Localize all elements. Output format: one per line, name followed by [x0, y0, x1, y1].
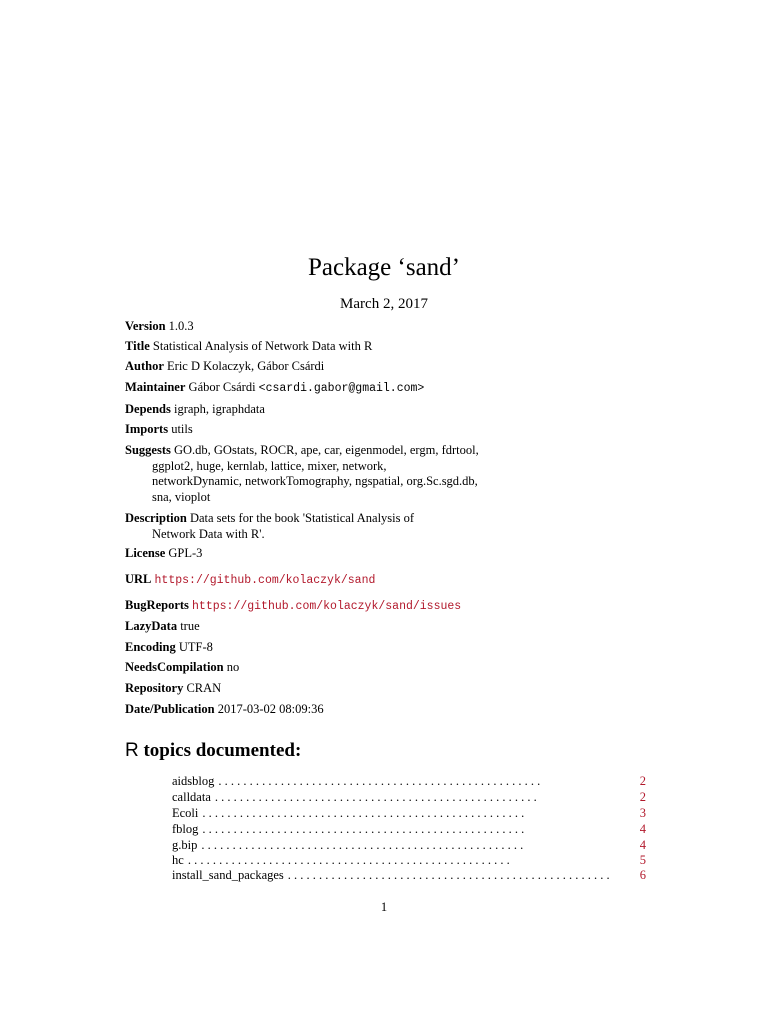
- field-bugreports: [125, 598, 645, 615]
- toc-entry[interactable]: [172, 806, 646, 821]
- toc-entry-name[interactable]: Ecoli: [172, 806, 199, 820]
- description-line-1: Data sets for the book 'Statistical Analysis of: [189, 511, 415, 525]
- toc-entry-page[interactable]: 4: [639, 822, 646, 836]
- field-needscompilation: [125, 660, 645, 676]
- field-value: Eric D Kolaczyk, Gábor Csárdi: [167, 359, 325, 373]
- suggests-line-1: GO.db, GOstats, ROCR, ape, car, eigenmodel, ergm, fdrtool,: [173, 443, 479, 457]
- field-value: utils: [171, 422, 193, 436]
- field-label: Date/Publication: [125, 702, 215, 716]
- field-imports: [125, 422, 645, 438]
- toc-leader: . . . . . . . . . . . . . . . . . . . . . . . . . . . . . . . . . . . . . . . . . . . . . . . . . . . .: [187, 853, 510, 867]
- maintainer-name: Gábor Csárdi: [188, 380, 256, 394]
- toc-leader: . . . . . . . . . . . . . . . . . . . . . . . . . . . . . . . . . . . . . . . . . . . . . . . . . . . .: [218, 774, 541, 788]
- toc-entry[interactable]: [172, 853, 646, 868]
- field-label: LazyData: [125, 619, 178, 633]
- field-lazydata: [125, 619, 645, 635]
- maintainer-email: <csardi.gabor@gmail.com>: [258, 382, 425, 395]
- toc-entry-name[interactable]: calldata: [172, 790, 211, 804]
- suggests-line-2: ggplot2, huge, kernlab, lattice, mixer, network,: [152, 458, 387, 473]
- field-label: Description: [125, 511, 187, 525]
- topics-heading: [125, 739, 301, 763]
- field-description: [125, 511, 645, 542]
- topics-heading-text: topics documented:: [143, 740, 302, 761]
- toc-entry-page[interactable]: 4: [639, 838, 646, 852]
- field-label: Maintainer: [125, 380, 186, 394]
- toc-leader: . . . . . . . . . . . . . . . . . . . . . . . . . . . . . . . . . . . . . . . . . . . . . . . . . . . .: [201, 838, 524, 852]
- toc-entry-name[interactable]: fblog: [172, 822, 199, 836]
- field-label: Imports: [125, 422, 169, 436]
- field-label: Title: [125, 339, 150, 353]
- toc-entry-page[interactable]: 2: [639, 790, 646, 804]
- toc-entry[interactable]: [172, 774, 646, 789]
- field-value: 1.0.3: [168, 319, 194, 333]
- field-label: URL: [125, 572, 152, 586]
- toc-entry-page[interactable]: 3: [639, 806, 646, 820]
- toc-entry[interactable]: [172, 868, 646, 883]
- field-value: CRAN: [186, 681, 222, 695]
- suggests-line-3: networkDynamic, networkTomography, ngspatial, org.Sc.sgd.db,: [152, 474, 478, 488]
- toc-entry[interactable]: [172, 822, 646, 837]
- toc-entry-name[interactable]: hc: [172, 853, 184, 867]
- field-publication: [125, 702, 645, 718]
- field-value: true: [180, 619, 200, 633]
- toc-leader: . . . . . . . . . . . . . . . . . . . . . . . . . . . . . . . . . . . . . . . . . . . . . . . . . . . .: [287, 868, 610, 882]
- toc-entry[interactable]: [172, 838, 646, 853]
- field-value: 2017-03-02 08:09:36: [217, 702, 324, 716]
- field-label: Encoding: [125, 640, 176, 654]
- field-value: UTF-8: [178, 640, 213, 654]
- field-label: Suggests: [125, 443, 171, 457]
- page-number: 1: [380, 900, 388, 914]
- bugreports-link[interactable]: https://github.com/kolaczyk/sand/issues: [192, 600, 462, 613]
- field-title: [125, 339, 645, 355]
- field-license: [125, 546, 645, 562]
- field-label: Version: [125, 319, 166, 333]
- package-date: March 2, 2017: [340, 296, 428, 312]
- field-author: [125, 359, 645, 375]
- field-repository: [125, 681, 645, 697]
- field-label: BugReports: [125, 598, 189, 612]
- suggests-line-4: sna, vioplot: [152, 489, 211, 504]
- field-value: Statistical Analysis of Network Data with R: [152, 339, 373, 353]
- field-depends: [125, 402, 645, 418]
- package-title: Package ‘sand’: [307, 254, 460, 281]
- toc-entry-page[interactable]: 2: [639, 774, 646, 788]
- toc-entry-name[interactable]: g.bip: [172, 838, 198, 852]
- toc-leader: . . . . . . . . . . . . . . . . . . . . . . . . . . . . . . . . . . . . . . . . . . . . . . . . . . . .: [214, 790, 537, 804]
- description-line-2: Network Data with R'.: [152, 526, 265, 541]
- field-encoding: [125, 640, 645, 656]
- toc-leader: . . . . . . . . . . . . . . . . . . . . . . . . . . . . . . . . . . . . . . . . . . . . . . . . . . . .: [202, 806, 525, 820]
- field-label: Author: [125, 359, 164, 373]
- field-suggests: [125, 443, 645, 505]
- field-value: igraph, igraphdata: [173, 402, 265, 416]
- field-maintainer: [125, 380, 645, 397]
- toc-leader: . . . . . . . . . . . . . . . . . . . . . . . . . . . . . . . . . . . . . . . . . . . . . . . . . . . .: [202, 822, 525, 836]
- url-link[interactable]: https://github.com/kolaczyk/sand: [154, 574, 376, 587]
- field-value: GPL-3: [168, 546, 203, 560]
- field-label: Depends: [125, 402, 171, 416]
- toc-entry-name[interactable]: install_sand_packages: [172, 868, 284, 882]
- toc-entry-page[interactable]: 5: [639, 853, 646, 867]
- field-label: NeedsCompilation: [125, 660, 224, 674]
- field-label: Repository: [125, 681, 184, 695]
- toc-entry[interactable]: [172, 790, 646, 805]
- toc-entry-name[interactable]: aidsblog: [172, 774, 215, 788]
- field-label: License: [125, 546, 166, 560]
- field-version: [125, 319, 645, 335]
- topics-heading-r: R: [125, 740, 139, 761]
- toc-entry-page[interactable]: 6: [639, 868, 646, 882]
- field-url: [125, 572, 645, 589]
- field-value: no: [226, 660, 240, 674]
